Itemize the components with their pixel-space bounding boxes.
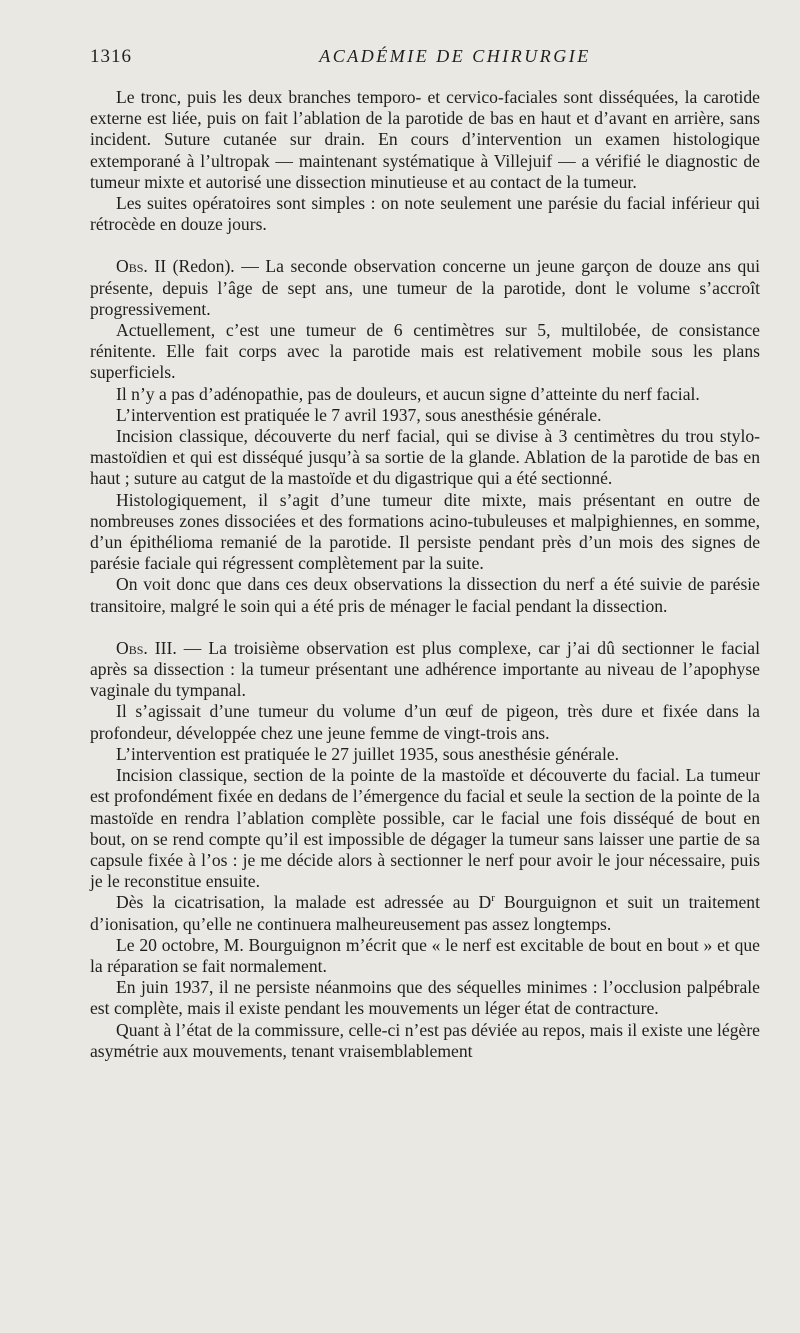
page-number: 1316 [90,46,132,67]
paragraph: Le tronc, puis les deux branches temporo- et cervico-faciales sont disséquées, la carotide externe est liée, puis on fait l’ablation de la parotide de bas en haut et d’avant en arrière, sans incident. Suture cutanée sur drain. En cours d’intervention un examen histologique extemporané à l’ultropak — maintenant systématique à Villejuif — a vérifié le diagnostic de tumeur mixte et autorisé une dissection minutieuse et au contact de la tumeur. [90,87,760,192]
paragraph: Il n’y a pas d’adénopathie, pas de douleurs, et aucun signe d’atteinte du nerf facial. [116,383,700,404]
paragraph: Incision classique, section de la pointe de la mastoïde et découverte du facial. La tumeur est profondément fixée en dedans de l’émergence du facial et seule la section de la pointe de la mastoïde en rendra l’ablation complète possible, car le facial une fois disséqué de bout en bout, on se rend compte qu’il est impossible de dégager la tumeur sans laisser une partie de sa capsule fixée à l’os : je me décide alors à sectionner le nerf pour avoir le jour nécessaire, puis je le reconstitue ensuite. [90,765,760,892]
paragraph-text: Dès la cicatrisation, la malade est adressée au D [116,892,492,913]
superscript: r [491,892,495,905]
paragraph: Actuellement, c’est une tumeur de 6 centimètres sur 5, multilobée, de consistance rénitente. Elle fait corps avec la parotide mais est relativement mobile sous les plans superficiels. [90,320,760,383]
paragraph-text: (Redon). — La seconde observation concerne un jeune garçon de douze ans qui présente, depuis l’âge de sept ans, une tumeur de la parotide, dont le volume s’accroît progressivement. [90,256,760,319]
paragraph: L’intervention est pratiquée le 7 avril 1937, sous anesthésie générale. [116,404,602,425]
running-title: ACADÉMIE DE CHIRURGIE [319,46,591,66]
page-header [90,46,760,72]
paragraph: On voit donc que dans ces deux observations la dissection du nerf a été suivie de parésie transitoire, malgré le soin qui a été pris de ménager le facial pendant la dissection. [90,574,760,616]
paragraph-text: Bourguignon et suit un traitement d’ionisation, qu’elle ne continuera malheureusement pas assez longtemps. [90,892,760,934]
paragraph: Quant à l’état de la commissure, celle-ci n’est pas déviée au repos, mais il existe une légère asymétrie aux mouvements, tenant vraisemblablement [90,1019,760,1061]
paragraph: En juin 1937, il ne persiste néanmoins que des séquelles minimes : l’occlusion palpébrale est complète, mais il existe pendant les mouvements un léger état de contracture. [90,977,760,1019]
observation-paragraph [90,256,760,320]
body-text [90,87,760,1062]
observation-label: Obs. II [116,256,167,277]
paragraph: Incision classique, découverte du nerf facial, qui se divise à 3 centimètres du trou stylo-mastoïdien et qui est disséqué jusqu’à sa sortie de la glande. Ablation de la parotide de bas en haut ; suture au catgut de la mastoïde et du digastrique qui a été sectionné. [90,426,760,489]
observation-paragraph [90,638,760,702]
paragraph: Les suites opératoires sont simples : on note seulement une parésie du facial inférieur qui rétrocède en douze jours. [90,193,760,235]
paragraph [90,892,760,934]
paragraph: Le 20 octobre, M. Bourguignon m’écrit que « le nerf est excitable de bout en bout » et que la réparation se fait normalement. [90,934,760,976]
paragraph: Histologiquement, il s’agit d’une tumeur dite mixte, mais présentant en outre de nombreuses zones dissociées et des formations acino-tubuleuses et malpighiennes, en somme, d’un épithélioma remanié de la parotide. Il persiste pendant près d’un mois des signes de parésie faciale qui régressent complètement par la suite. [90,489,760,574]
paragraph-text: — La troisième observation est plus complexe, car j’ai dû sectionner le facial après sa dissection : la tumeur présentant une adhérence importante au niveau de l’apophyse vaginale du tympanal. [90,637,760,701]
observation-label: Obs. III. [116,637,177,658]
paragraph: Il s’agissait d’une tumeur du volume d’un œuf de pigeon, très dure et fixée dans la profondeur, développée chez une jeune femme de vingt-trois ans. [90,701,760,743]
paragraph: L’intervention est pratiquée le 27 juillet 1935, sous anesthésie générale. [116,743,620,764]
